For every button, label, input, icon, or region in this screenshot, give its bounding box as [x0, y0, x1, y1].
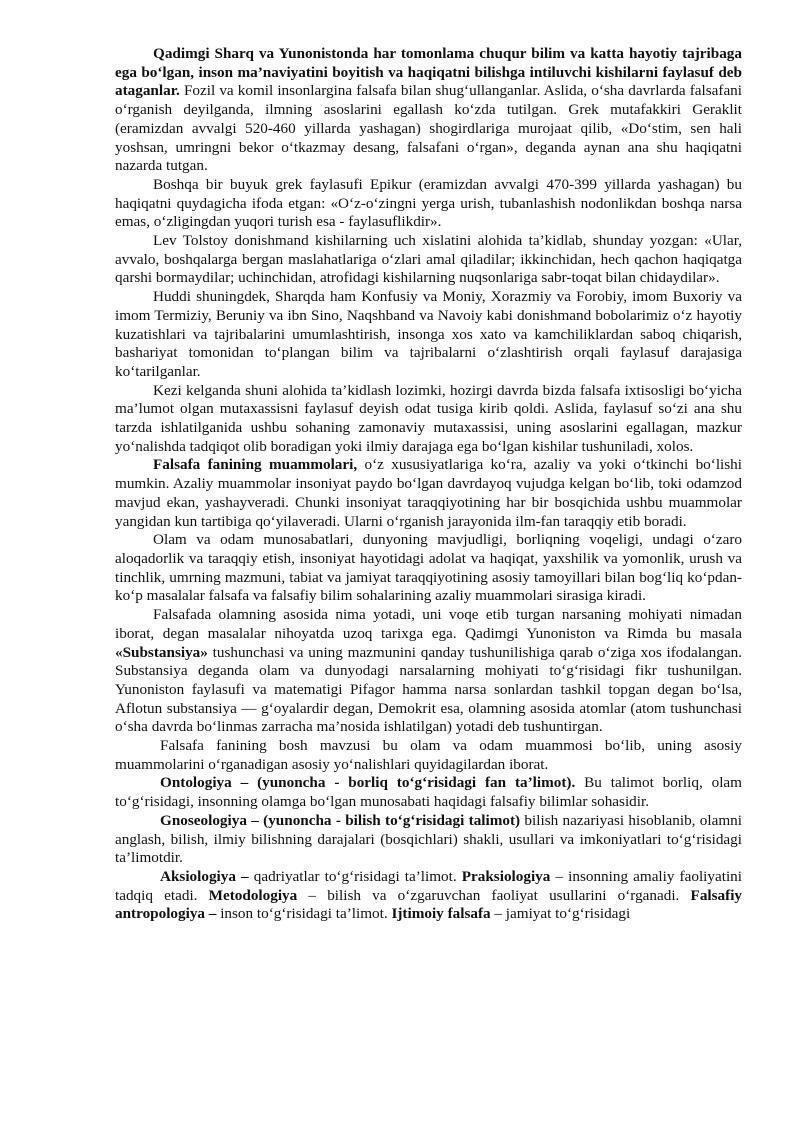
- paragraph-12-bold-2: Praksiologiya: [461, 867, 551, 885]
- paragraph-11-bold: Gnoseologiya – (yunoncha - bilish to‘g‘risidagi talimot): [160, 811, 521, 829]
- paragraph-11-text: bilish nazariyasi hisoblanib, olamni anglash, bilish, ilmiy bilishning darajalari (bosqichlari) shakli, usullari va imkoniyatlari to‘g‘risidagi ta’limotdir.: [115, 811, 742, 867]
- paragraph-10-text: Bu talimot borliq, olam to‘g‘risidagi, insonning olamga bo‘lgan munosabati haqidagi falsafiy bilimlar sohasidir.: [115, 774, 742, 811]
- paragraph-6: [115, 456, 742, 531]
- paragraph-10: [115, 774, 742, 811]
- paragraph-10-bold: Ontologiya – (yunoncha - borliq to‘g‘risidagi fan ta’limot).: [160, 774, 576, 792]
- paragraph-2: Boshqa bir buyuk grek faylasufi Epikur (eramizdan avvalgi 470-399 yillarda yashagan) bu haqiqatni quydagicha ifoda etgan: «O‘z-o‘zingni yerga urish, tubanlashish nodonlikdan boshqa narsa emas, o‘zligingdan yuqori turish esa - faylasuflikdir».: [115, 175, 742, 231]
- paragraph-5: Kezi kelganda shuni alohida ta’kidlash lozimki, hozirgi davrda bizda falsafa ixtisosligi bo‘yicha ma’lumot olgan mutaxassisni faylasuf deyish odat tusiga kirib qoldi. Aslida, faylasuf so‘zi ana shu tarzda ishlatilganida ushbu sohaning zamonaviy mutaxassisi, uning asoslarini egallagan, mazkur yo‘nalishda tadqiqot olib boradigan yoki ilmiy darajaga ega bo‘lgan kishilar tushuniladi, xolos.: [115, 381, 742, 455]
- paragraph-7: Olam va odam munosabatlari, dunyoning mavjudligi, borliqning voqeligi, undagi o‘zaro aloqadorlik va taraqqiy etish, insoniyat hayotidagi adolat va haqiqat, yaxshilik va yomonlik, urush va tinchlik, umrning mazmuni, tabiat va jamiyat taraqqiyotining asosiy tamoyillari bilan bog‘liq ko‘pdan-ko‘p masalalar falsafa va falsafiy bilim sohalarining azaliy muammolari sirasiga kiradi.: [115, 531, 742, 605]
- paragraph-12-bold-5: Ijtimoiy falsafa: [391, 905, 491, 923]
- paragraph-12-bold-3: Metodologiya: [208, 886, 298, 904]
- paragraph-12-text-1: qadriyatlar to‘g‘risidagi ta’limot.: [248, 867, 462, 885]
- paragraph-12-text-5: – jamiyat to‘g‘risidagi: [490, 905, 631, 923]
- paragraph-12-text-3: – bilish va o‘zgaruvchan faoliyat usullarini o‘rganadi.: [297, 886, 691, 904]
- paragraph-4: Huddi shuningdek, Sharqda ham Konfusiy va Moniy, Xorazmiy va Forobiy, imom Buxoriy va imom Termiziy, Beruniy va ibn Sino, Naqshband va Navoiy kabi donishmand bobolarimiz o‘z hayotiy kuzatishlari va tajribalarini umumlashtirish, insonga xos xato va kamchiliklardan saboq chiqarish, bashariyat tomonidan to‘plangan bilim va tajribalarni o‘zlashtirish orqali faylasuf darajasiga ko‘tarilganlar.: [115, 288, 742, 380]
- paragraph-8-bold: «Substansiya»: [115, 643, 208, 661]
- paragraph-12-text-4: inson to‘g‘risidagi ta’limot.: [216, 905, 392, 923]
- paragraph-8-text-b: tushunchasi va uning mazmunini qanday tushunilishiga qarab o‘ziga xos ifodalangan. Substansiya deganda olam va dunyodagi narsalarning mohiyati to‘g‘risidagi fikr tushunilgan. Yunoniston faylasufi va matematigi Pifagor hamma narsa sonlardan tashkil topgan degan bo‘lsa, Aflotun substansiya — g‘oyalardir degan, Demokrit esa, olamning asosida atomlar (atom tushunchasi o‘sha davrda bo‘linmas zarracha ma’nosida ishlatilgan) yotadi deb tushuntirgan.: [115, 643, 742, 736]
- paragraph-1-bold: Qadimgi Sharq va Yunonistonda har tomonlama chuqur bilim va katta hayotiy tajribaga ega bo‘lgan, inson ma’naviyatini boyitish va haqiqatni bilishga intiluvchi kishilarni faylasuf deb ataganlar.: [115, 45, 742, 100]
- paragraph-9: Falsafa fanining bosh mavzusi bu olam va odam muammosi bo‘lib, uning asosiy muammolarini o‘rganadigan asosiy yo‘nalishlari quyidagilardan iborat.: [115, 737, 742, 773]
- paragraph-1: [115, 45, 742, 176]
- paragraph-12-bold-1: Aksiologiya –: [160, 867, 249, 885]
- paragraph-6-text: o‘z xususiyatlariga ko‘ra, azaliy va yoki o‘tkinchi bo‘lishi mumkin. Azaliy muammolar insoniyat paydo bo‘lgan davrdayoq vujudga kelgan bo‘lib, toki odamzod mavjud ekan, yashayveradi. Chunki insoniyat taraqqiyotining har bir bosqichida ushbu muammolar yangidan kun tartibiga qo‘yilaveradi. Ularni o‘rganish jarayonida ilm-fan taraqqiy etib boradi.: [115, 456, 742, 530]
- paragraph-8: [115, 606, 742, 737]
- paragraph-8-text-a: Falsafada olamning asosida nima yotadi, uni voqe etib turgan narsaning mohiyati nimadan iborat, degan masalalar nihoyatda uzoq tarixga ega. Qadimgi Yunoniston va Rimda bu masala: [115, 606, 742, 642]
- paragraph-12-text-2: – insonning amaliy faoliyatini tadqiq etadi.: [115, 867, 742, 904]
- paragraph-3: Lev Tolstoy donishmand kishilarning uch xislatini alohida ta’kidlab, shunday yozgan: «Ular, avvalo, boshqalarga bergan maslahatlariga o‘zlari amal qiladilar; ikkinchidan, hech qachon haqiqatga qarshi bormaydilar; uchinchidan, atrofidagi kishilarning nuqsonlariga sabr-toqat bilan chidaydilar».: [115, 232, 742, 287]
- paragraph-6-bold: Falsafa fanining muammolari,: [153, 456, 358, 474]
- paragraph-11: [115, 812, 742, 868]
- paragraph-12: [115, 868, 742, 924]
- paragraph-12-bold-4: Falsafiy antropologiya –: [115, 886, 743, 923]
- document-page: [115, 45, 742, 924]
- paragraph-1-text: Fozil va komil insonlargina falsafa bilan shug‘ullanganlar. Aslida, o‘sha davrlarda falsafani o‘rganish deyilganda, ilmning asoslarini egallash ko‘zda tutilgan. Grek mutafakkiri Geraklit (eramizdan avvalgi 520-460 yillarda yashagan) shogirdlariga murojaat qilib, «Do‘stim, sen hali yoshsan, umringni bekor o‘tkazmay desang, falsafani o‘rgan», deganda aynan ana shu haqiqatni nazarda tutgan.: [115, 82, 742, 175]
